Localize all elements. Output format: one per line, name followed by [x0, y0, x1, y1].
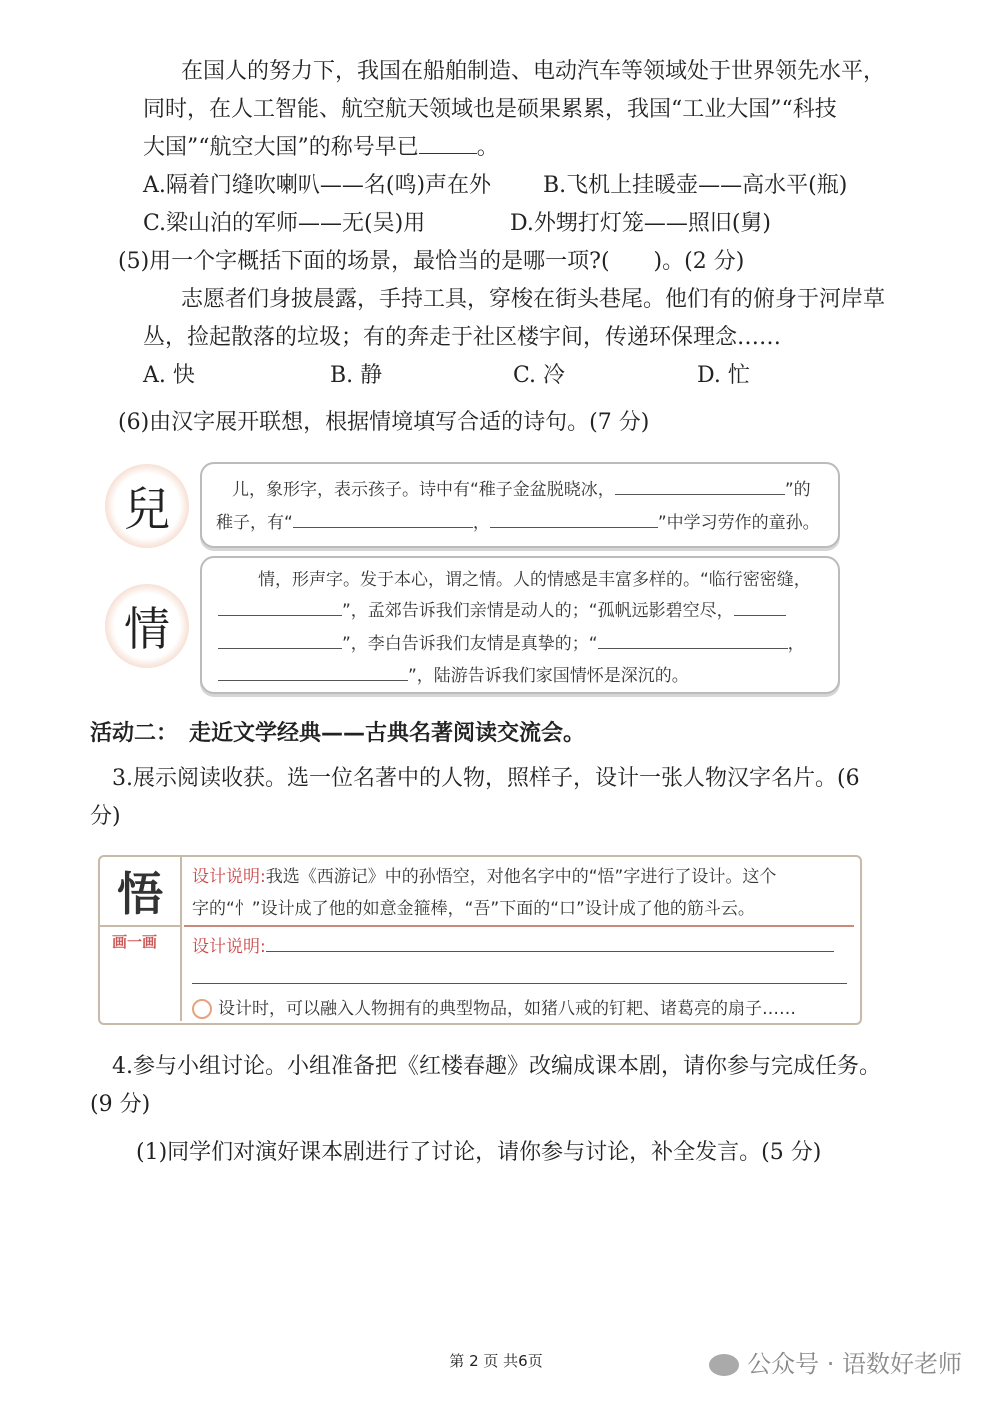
card-qing-text-4: ， [787, 634, 805, 654]
seal-qing [105, 584, 189, 668]
q5-option-d: D. 忙 [697, 363, 750, 388]
answer-blank[interactable] [218, 666, 408, 681]
card-qing-text-5: ”，陆游告诉我们家国情怀是深沉的。 [408, 666, 689, 686]
intro-line-2: 同时，在人工智能、航空航天领域也是硕果累累，我国“工业大国”“科技 [143, 97, 837, 122]
option-a: A.隔着门缝吹喇叭——名(鸣)声在外 [143, 173, 492, 198]
q4-line-1: 4.参与小组讨论。小组准备把《红楼春趣》改编成课本剧，请你参与完成任务。 [112, 1054, 881, 1079]
answer-blank[interactable] [419, 135, 477, 154]
name-card-left-panel [100, 857, 182, 1021]
card-er-text-5: ”中学习劳作的童孙。 [657, 513, 820, 533]
card-er-text-1: 儿，象形字，表示孩子。诗中有“稚子金盆脱晓冰， [232, 480, 615, 500]
draw-label: 画一画 [112, 933, 158, 951]
card-qing-text-3: ”，李白告诉我们友情是真挚的；“ [342, 634, 598, 654]
seal-er [105, 464, 189, 548]
name-card-desc-line-1 [192, 865, 776, 889]
q3-line-2: 分) [90, 804, 121, 829]
card-er-text-3: 稚子，有“ [216, 513, 293, 533]
q5-option-a: A. 快 [143, 363, 195, 388]
answer-blank[interactable] [598, 634, 788, 649]
answer-blank[interactable] [293, 513, 473, 528]
seal-er-char: 兒 [124, 482, 170, 536]
card-er-text-2: ”的 [784, 480, 811, 500]
name-card-char: 悟 [100, 857, 180, 927]
answer-blank[interactable] [266, 937, 834, 952]
answer-blank[interactable] [218, 634, 342, 649]
card-er [200, 462, 840, 548]
design-label: 设计说明: [192, 867, 266, 887]
option-d: D.外甥打灯笼——照旧(舅) [510, 211, 772, 236]
q5-option-c: C. 冷 [513, 363, 566, 388]
card-qing-line-3 [218, 632, 805, 656]
answer-line[interactable] [192, 983, 847, 984]
card-qing-text-2: ”，孟郊告诉我们亲情是动人的；“孤帆远影碧空尽， [342, 601, 734, 621]
answer-blank[interactable] [615, 480, 785, 495]
card-qing-line-1: 情，形声字。发于本心，谓之情。人的情感是丰富多样的。“临行密密缝， [258, 570, 811, 590]
card-er-line-1 [232, 478, 811, 502]
name-card-tip [192, 997, 796, 1021]
answer-blank[interactable] [218, 601, 342, 616]
character-name-card [98, 855, 862, 1025]
option-b: B.飞机上挂暖壶——高水平(瓶) [543, 173, 848, 198]
tip-icon [192, 999, 212, 1019]
intro-line-3 [143, 133, 499, 163]
q5-stem: (5)用一个字概括下面的场景，最恰当的是哪一项?( )。(2 分) [118, 249, 745, 274]
q5-option-b: B. 静 [330, 363, 383, 388]
answer-blank[interactable] [490, 513, 658, 528]
intro-line-3-end: 。 [476, 135, 499, 160]
card-qing [200, 556, 840, 694]
q5-text-line-1: 志愿者们身披晨露，手持工具，穿梭在街头巷尾。他们有的俯身于河岸草 [181, 287, 886, 312]
design-text-1: 我选《西游记》中的孙悟空，对他名字中的“悟”字进行了设计。这个 [265, 867, 777, 887]
card-qing-line-2 [218, 599, 786, 623]
card-qing-line-4 [218, 664, 689, 688]
answer-blank[interactable] [734, 601, 786, 616]
option-c: C.梁山泊的军师——无(吴)用 [143, 211, 426, 236]
divider [184, 925, 854, 927]
activity-two-heading: 活动二： 走近文学经典——古典名著阅读交流会。 [90, 721, 586, 746]
q6-stem: (6)由汉字展开联想，根据情境填写合适的诗句。(7 分) [118, 410, 650, 435]
seal-qing-char: 情 [124, 602, 170, 656]
tip-text: 设计时，可以融入人物拥有的典型物品，如猪八戒的钉耙、诸葛亮的扇子…… [218, 999, 796, 1019]
name-card-desc-line-2: 字的“忄”设计成了他的如意金箍棒，“吾”下面的“口”设计成了他的筋斗云。 [192, 899, 755, 919]
intro-line-3-text: 大国”“航空大国”的称号早已 [143, 135, 419, 160]
q5-text-line-2: 丛，捡起散落的垃圾；有的奔走于社区楼宇间，传递环保理念…… [143, 325, 782, 350]
q3-line-1: 3.展示阅读收获。选一位名著中的人物，照样子，设计一张人物汉字名片。(6 [112, 766, 860, 791]
name-card-answer-line-1 [192, 935, 834, 959]
watermark-text: 公众号 · 语数好老师 [747, 1350, 962, 1378]
card-er-text-4: ， [472, 513, 490, 533]
intro-line-1: 在国人的努力下，我国在船舶制造、电动汽车等领域处于世界领先水平， [181, 59, 886, 84]
q4-line-2: (9 分) [90, 1092, 151, 1117]
q4-sub-1: (1)同学们对演好课本剧进行了讨论，请你参与讨论，补全发言。(5 分) [136, 1140, 822, 1165]
card-er-line-2 [216, 511, 820, 535]
page-number: 第 2 页 共6页 [449, 1352, 543, 1370]
wechat-icon [709, 1354, 739, 1376]
watermark [709, 1344, 962, 1379]
design-label-2: 设计说明: [192, 937, 266, 957]
